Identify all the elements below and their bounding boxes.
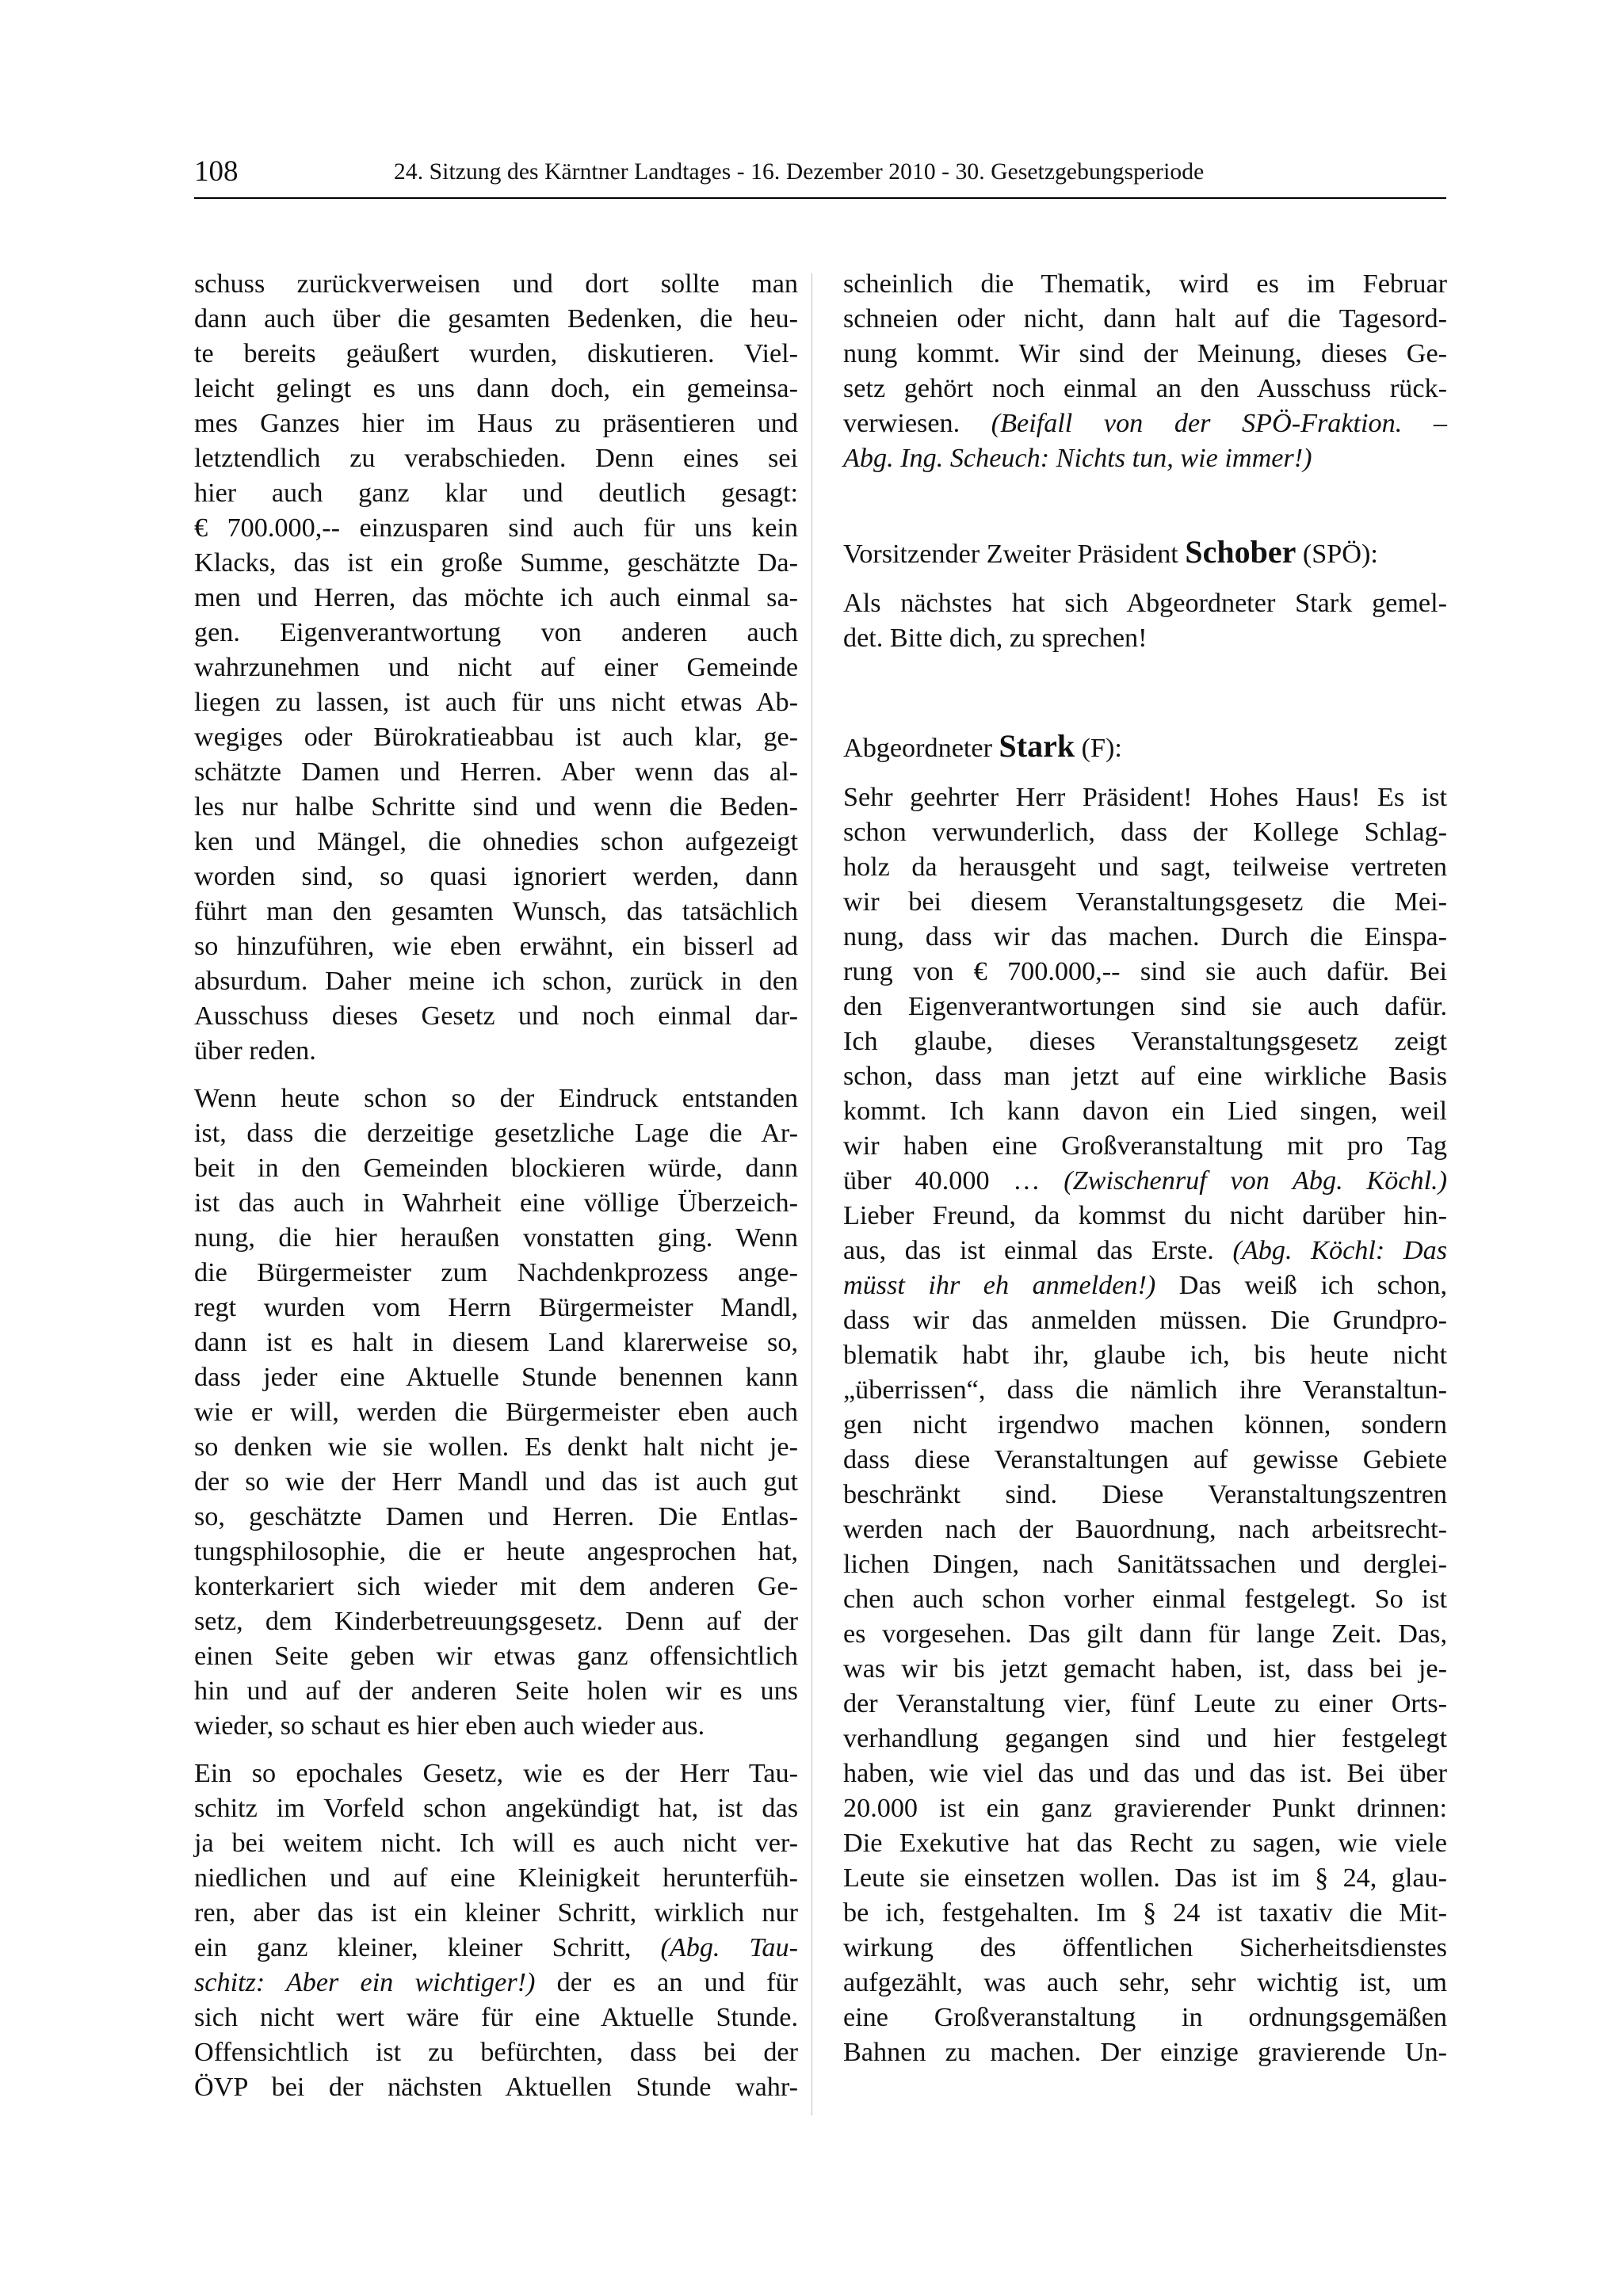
text-line: holz da herausgeht und sagt, teilweise vertreten [843,852,1447,882]
text-line: dann ist es halt in diesem Land klarerweise so, [194,1328,798,1357]
paragraph [843,780,1447,2070]
text-fragment: der es an und für [535,1968,798,1997]
text-line: schon, dass man jetzt auf eine wirkliche Basis [843,1062,1447,1091]
text-line: det. Bitte dich, zu sprechen! [843,624,1148,653]
text-line: € 700.000,-- einzusparen sind auch für uns kein [194,513,798,543]
text-line: dass wir das anmelden müssen. Die Grundpro- [843,1306,1447,1335]
text-line: lichen Dingen, nach Sanitätssachen und derglei- [843,1550,1447,1579]
text-line: mes Ganzes hier im Haus zu präsentieren und [194,409,798,438]
text-line [843,406,1447,441]
text-line: be ich, festgehalten. Im § 24 ist taxativ die Mit- [843,1898,1447,1928]
text-fragment: über 40.000 … [843,1166,1064,1196]
text-line: les nur halbe Schritte sind und wenn die Beden- [194,792,798,822]
text-line [843,1164,1447,1199]
text-line [843,1234,1447,1268]
text-line: so denken wie sie wollen. Es denkt halt nicht je- [194,1432,798,1462]
text-line: tungsphilosophie, die er heute angesprochen hat, [194,1537,798,1566]
speaker-role: Vorsitzender Zweiter Präsident [843,540,1186,569]
text-line: Als nächstes hat sich Abgeordneter Stark gemel- [843,589,1447,618]
text-line: setz, dem Kinderbetreuungsgesetz. Denn auf der [194,1607,798,1636]
text-line: schuss zurückverweisen und dort sollte man [194,269,798,299]
text-line: ja bei weitem nicht. Ich will es auch nicht ver- [194,1829,798,1858]
text-line: te bereits geäußert wurden, diskutieren. Viel- [194,339,798,368]
text-line: chen auch schon vorher einmal festgelegt. So ist [843,1585,1447,1614]
text-line: führt man den gesamten Wunsch, das tatsächlich [194,897,798,926]
text-line: schon verwunderlich, dass der Kollege Schlag- [843,818,1447,847]
text-line: verhandlung gegangen sind und hier festgelegt [843,1724,1447,1753]
text-line [843,1268,1447,1303]
text-line: schätzte Damen und Herren. Aber wenn das al- [194,757,798,787]
speaker-party: (F): [1075,734,1122,763]
text-line: beit in den Gemeinden blockieren würde, dann [194,1154,798,1183]
interjection: schitz: Aber ein wichtiger!) [194,1968,536,1997]
text-fragment: verwiesen. [843,409,991,438]
text-line: leicht gelingt es uns dann doch, ein gemeinsa- [194,374,798,403]
text-line: dann auch über die gesamten Bedenken, die heu- [194,304,798,334]
running-title: 24. Sitzung des Kärntner Landtages - 16. Dezember 2010 - 30. Gesetzgebungsperiode [394,159,1205,185]
paragraph [194,1756,798,2105]
text-line: hin und auf der anderen Seite holen wir es uns [194,1676,798,1706]
text-line: hier auch ganz klar und deutlich gesagt: [194,479,798,508]
text-line: absurdum. Daher meine ich schon, zurück in den [194,967,798,996]
text-line: „überrissen“, dass die nämlich ihre Veranstaltun- [843,1375,1447,1405]
text-line: Die Exekutive hat das Recht zu sagen, wie viele [843,1829,1447,1858]
text-line: die Bürgermeister zum Nachdenkprozess ange- [194,1258,798,1287]
interjection: müsst ihr eh anmelden!) [843,1271,1156,1300]
paragraph [194,267,798,1069]
text-line: werden nach der Bauordnung, nach arbeitsrecht- [843,1515,1447,1544]
text-line: wir haben eine Großveranstaltung mit pro Tag [843,1131,1447,1161]
text-line: der so wie der Herr Mandl und das ist auch gut [194,1467,798,1497]
text-line: beschränkt sind. Diese Veranstaltungszentren [843,1480,1447,1509]
text-line: so hinzuführen, wie eben erwähnt, ein bisserl ad [194,932,798,961]
text-line: wie er will, werden die Bürgermeister eben auch [194,1398,798,1427]
right-column [843,267,1447,2083]
text-line: Klacks, das ist ein große Summe, geschätzte Da- [194,548,798,578]
interjection: Abg. Ing. Scheuch: Nichts tun, wie immer!) [843,444,1312,473]
text-fragment: aus, das ist einmal das Erste. [843,1236,1233,1265]
text-line: liegen zu lassen, ist auch für uns nicht etwas Ab- [194,688,798,717]
text-line: Bahnen zu machen. Der einzige gravierende Un- [843,2038,1447,2067]
speaker-name: Stark [999,728,1075,764]
text-line: dass jeder eine Aktuelle Stunde benennen kann [194,1363,798,1392]
interjection: (Abg. Köchl: Das [1232,1236,1448,1265]
text-line: sich nicht wert wäre für eine Aktuelle Stunde. [194,2003,798,2032]
interjection: (Zwischenruf von Abg. Köchl.) [1064,1166,1447,1196]
text-line: so, geschätzte Damen und Herren. Die Entlas- [194,1502,798,1531]
text-line: nung, die hier heraußen vonstatten ging. Wenn [194,1223,798,1253]
speaker-party: (SPÖ): [1296,540,1378,569]
text-line: Wenn heute schon so der Eindruck entstanden [194,1084,798,1113]
text-line: scheinlich die Thematik, wird es im Februar [843,269,1447,299]
text-line: nung, dass wir das machen. Durch die Einspa- [843,922,1447,952]
text-line: letztendlich zu verabschieden. Denn eines sei [194,444,798,473]
text-line: aufgezählt, was auch sehr, sehr wichtig ist, um [843,1968,1447,1997]
text-line: Lieber Freund, da kommst du nicht darüber hin- [843,1201,1447,1230]
text-line: 20.000 ist ein ganz gravierender Punkt drinnen: [843,1794,1447,1823]
text-line: wegiges oder Bürokratieabbau ist auch klar, ge- [194,723,798,752]
text-line: gen. Eigenverantwortung von anderen auch [194,618,798,647]
text-line [194,1931,798,1966]
text-line: Leute sie einsetzen wollen. Das ist im § 24, glau- [843,1863,1447,1893]
text-line: kommt. Ich kann davon ein Lied singen, weil [843,1097,1447,1126]
text-line: konterkariert sich wieder mit dem anderen Ge- [194,1572,798,1601]
interjection: (Abg. Tau- [660,1933,798,1962]
text-line: es vorgesehen. Das gilt dann für lange Zeit. Das, [843,1619,1447,1649]
text-line: setz gehört noch einmal an den Ausschuss rück- [843,374,1447,403]
speaker-name: Schober [1185,534,1296,570]
paragraph [843,267,1447,476]
text-line: men und Herren, das möchte ich auch einmal sa- [194,583,798,612]
text-line: blematik habt ihr, glaube ich, bis heute nicht [843,1341,1447,1370]
text-line: haben, wie viel das und das und das ist. Bei über [843,1759,1447,1788]
text-line: rung von € 700.000,-- sind sie auch dafür. Bei [843,957,1447,986]
text-line: schitz im Vorfeld schon angekündigt hat, ist das [194,1794,798,1823]
text-line: wirkung des öffentlichen Sicherheitsdienstes [843,1933,1447,1962]
text-line: einen Seite geben wir etwas ganz offensichtlich [194,1642,798,1671]
text-line: Sehr geehrter Herr Präsident! Hohes Haus! Es ist [843,783,1447,812]
text-line: ÖVP bei der nächsten Aktuellen Stunde wahr- [194,2073,798,2102]
text-line: niedlichen und auf eine Kleinigkeit herunterfüh- [194,1863,798,1893]
text-line: über reden. [194,1036,316,1066]
text-line: ist das auch in Wahrheit eine völlige Überzeich- [194,1188,798,1218]
text-line: Ausschuss dieses Gesetz und noch einmal dar- [194,1001,798,1031]
text-line: eine Großveranstaltung in ordnungsgemäßen [843,2003,1447,2032]
page-number: 108 [194,155,239,188]
text-line: der Veranstaltung vier, fünf Leute zu einer Orts- [843,1689,1447,1718]
text-line: nung kommt. Wir sind der Meinung, dieses Ge- [843,339,1447,368]
text-fragment: ein ganz kleiner, kleiner Schritt, [194,1933,661,1962]
text-line: regt wurden vom Herrn Bürgermeister Mandl, [194,1293,798,1322]
text-line: ren, aber das ist ein kleiner Schritt, wirklich nur [194,1898,798,1928]
interjection: (Beifall von der SPÖ-Fraktion. – [991,409,1447,438]
text-line: wahrzunehmen und nicht auf einer Gemeinde [194,653,798,682]
text-line: worden sind, so quasi ignoriert werden, dann [194,862,798,891]
text-line: gen nicht irgendwo machen können, sondern [843,1410,1447,1440]
page-header [194,154,1446,199]
text-line: Offensichtlich ist zu befürchten, dass bei der [194,2038,798,2067]
text-line: dass diese Veranstaltungen auf gewisse Gebiete [843,1445,1447,1474]
left-column [194,267,798,2118]
speaker-heading [843,535,1447,572]
paragraph [194,1081,798,1744]
paragraph [843,586,1447,656]
text-line: Ein so epochales Gesetz, wie es der Herr Tau- [194,1759,798,1788]
text-line: wieder, so schaut es hier eben auch wieder aus. [194,1711,705,1741]
text-fragment: Das weiß ich schon, [1155,1271,1447,1300]
text-line [194,1966,798,2000]
text-line: wir bei diesem Veranstaltungsgesetz die Mei- [843,887,1447,917]
text-line: ist, dass die derzeitige gesetzliche Lage die Ar- [194,1119,798,1148]
text-line: Ich glaube, dieses Veranstaltungsgesetz zeigt [843,1027,1447,1056]
speaker-role: Abgeordneter [843,734,999,763]
text-line: schneien oder nicht, dann halt auf die Tagesord- [843,304,1447,334]
text-line: den Eigenverantwortungen sind sie auch dafür. [843,992,1447,1021]
text-line: ken und Mängel, die ohnedies schon aufgezeigt [194,827,798,856]
text-line: was wir bis jetzt gemacht haben, ist, dass bei je- [843,1654,1447,1684]
speaker-heading [843,729,1447,766]
